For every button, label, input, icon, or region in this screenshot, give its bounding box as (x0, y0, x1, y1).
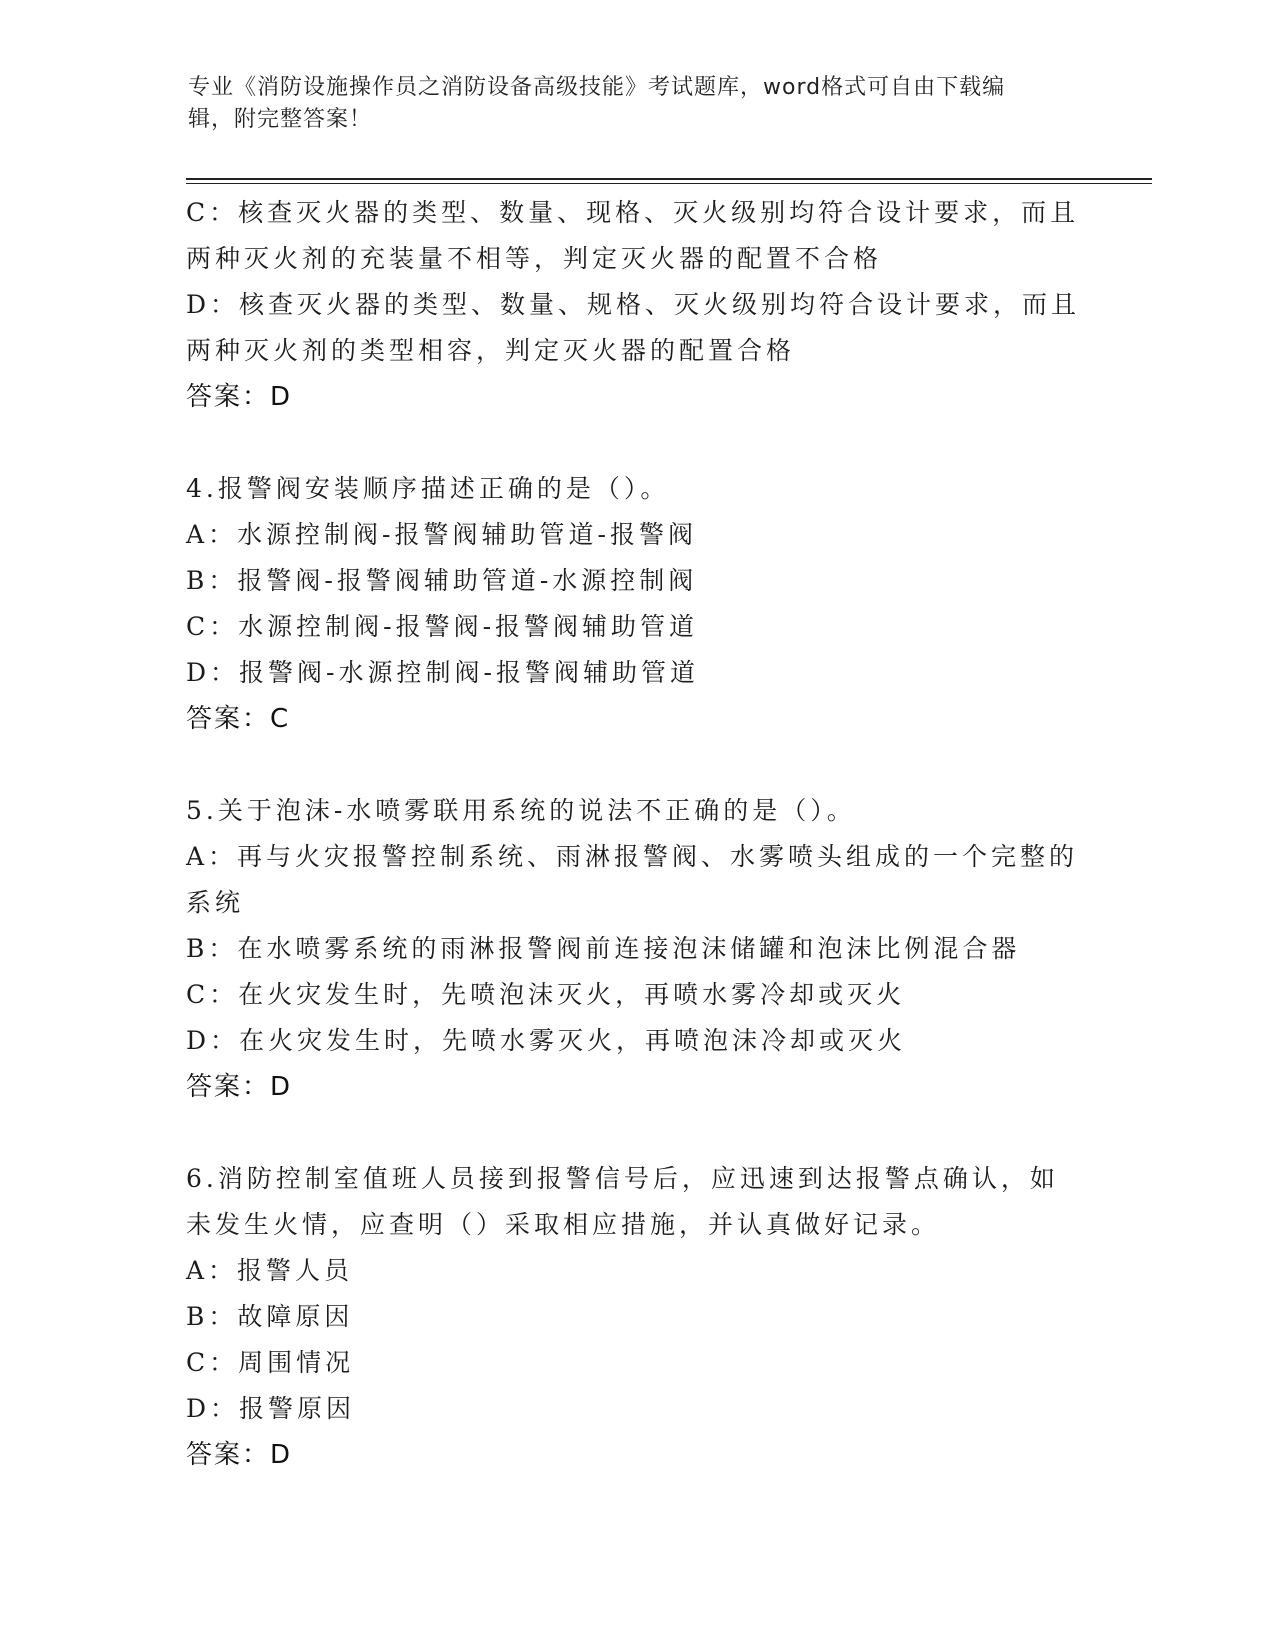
spacer (186, 420, 1086, 466)
answer-line: 答案：D (186, 1072, 293, 1102)
option-d: D：在火灾发生时，先喷水雾灭火，再喷泡沫冷却或灭火 (186, 1026, 907, 1055)
question-text: 4.报警阀安装顺序描述正确的是（）。 (186, 474, 670, 503)
option-text: 两种灭火剂的类型相容，判定灭火器的配置合格 (186, 336, 796, 365)
option-text: C：核查灭火器的类型、数量、现格、灭火级别均符合设计要求，而且 (186, 198, 1080, 227)
header-line-1: 专业《消防设施操作员之消防设备高级技能》考试题库，word格式可自由下载编 (188, 75, 1006, 100)
option-text: 两种灭火剂的充装量不相等，判定灭火器的配置不合格 (186, 244, 883, 273)
document-body (186, 190, 1086, 1478)
option-d: D：报警阀-水源控制阀-报警阀辅助管道 (186, 658, 699, 687)
question-text-continued: 未发生火情，应查明（）采取相应措施，并认真做好记录。 (186, 1210, 941, 1239)
header-line-2: 辑，附完整答案！ (188, 107, 373, 132)
spacer (186, 742, 1086, 788)
question-6 (186, 1156, 1086, 1478)
question-text: 6.消防控制室值班人员接到报警信号后，应迅速到达报警点确认，如 (186, 1164, 1059, 1193)
option-c: C：周围情况 (186, 1348, 355, 1377)
document-header (188, 72, 1068, 136)
header-divider-thin (186, 183, 1152, 184)
option-c: C：水源控制阀-报警阀-报警阀辅助管道 (186, 612, 699, 641)
option-d: D：报警原因 (186, 1394, 356, 1423)
option-b: B：报警阀-报警阀辅助管道-水源控制阀 (186, 566, 698, 595)
option-text: D：核查灭火器的类型、数量、规格、灭火级别均符合设计要求，而且 (186, 290, 1081, 319)
answer-line: 答案：C (186, 704, 291, 734)
option-a-continued: 系统 (186, 888, 245, 917)
option-a: A：再与火灾报警控制系统、雨淋报警阀、水雾喷头组成的一个完整的 (186, 842, 1079, 871)
option-a: A：报警人员 (186, 1256, 354, 1285)
option-b: B：在水喷雾系统的雨淋报警阀前连接泡沫储罐和泡沫比例混合器 (186, 934, 1021, 963)
option-b: B：故障原因 (186, 1302, 354, 1331)
question-5 (186, 788, 1086, 1110)
question-3-continued (186, 190, 1086, 420)
answer-line: 答案：D (186, 1440, 293, 1470)
option-a: A：水源控制阀-报警阀辅助管道-报警阀 (186, 520, 697, 549)
option-c: C：在火灾发生时，先喷泡沫灭火，再喷水雾冷却或灭火 (186, 980, 906, 1009)
question-text: 5.关于泡沫-水喷雾联用系统的说法不正确的是（）。 (186, 796, 856, 825)
header-divider-thick (186, 178, 1152, 180)
question-4 (186, 466, 1086, 742)
answer-line: 答案：D (186, 382, 293, 412)
spacer (186, 1110, 1086, 1156)
